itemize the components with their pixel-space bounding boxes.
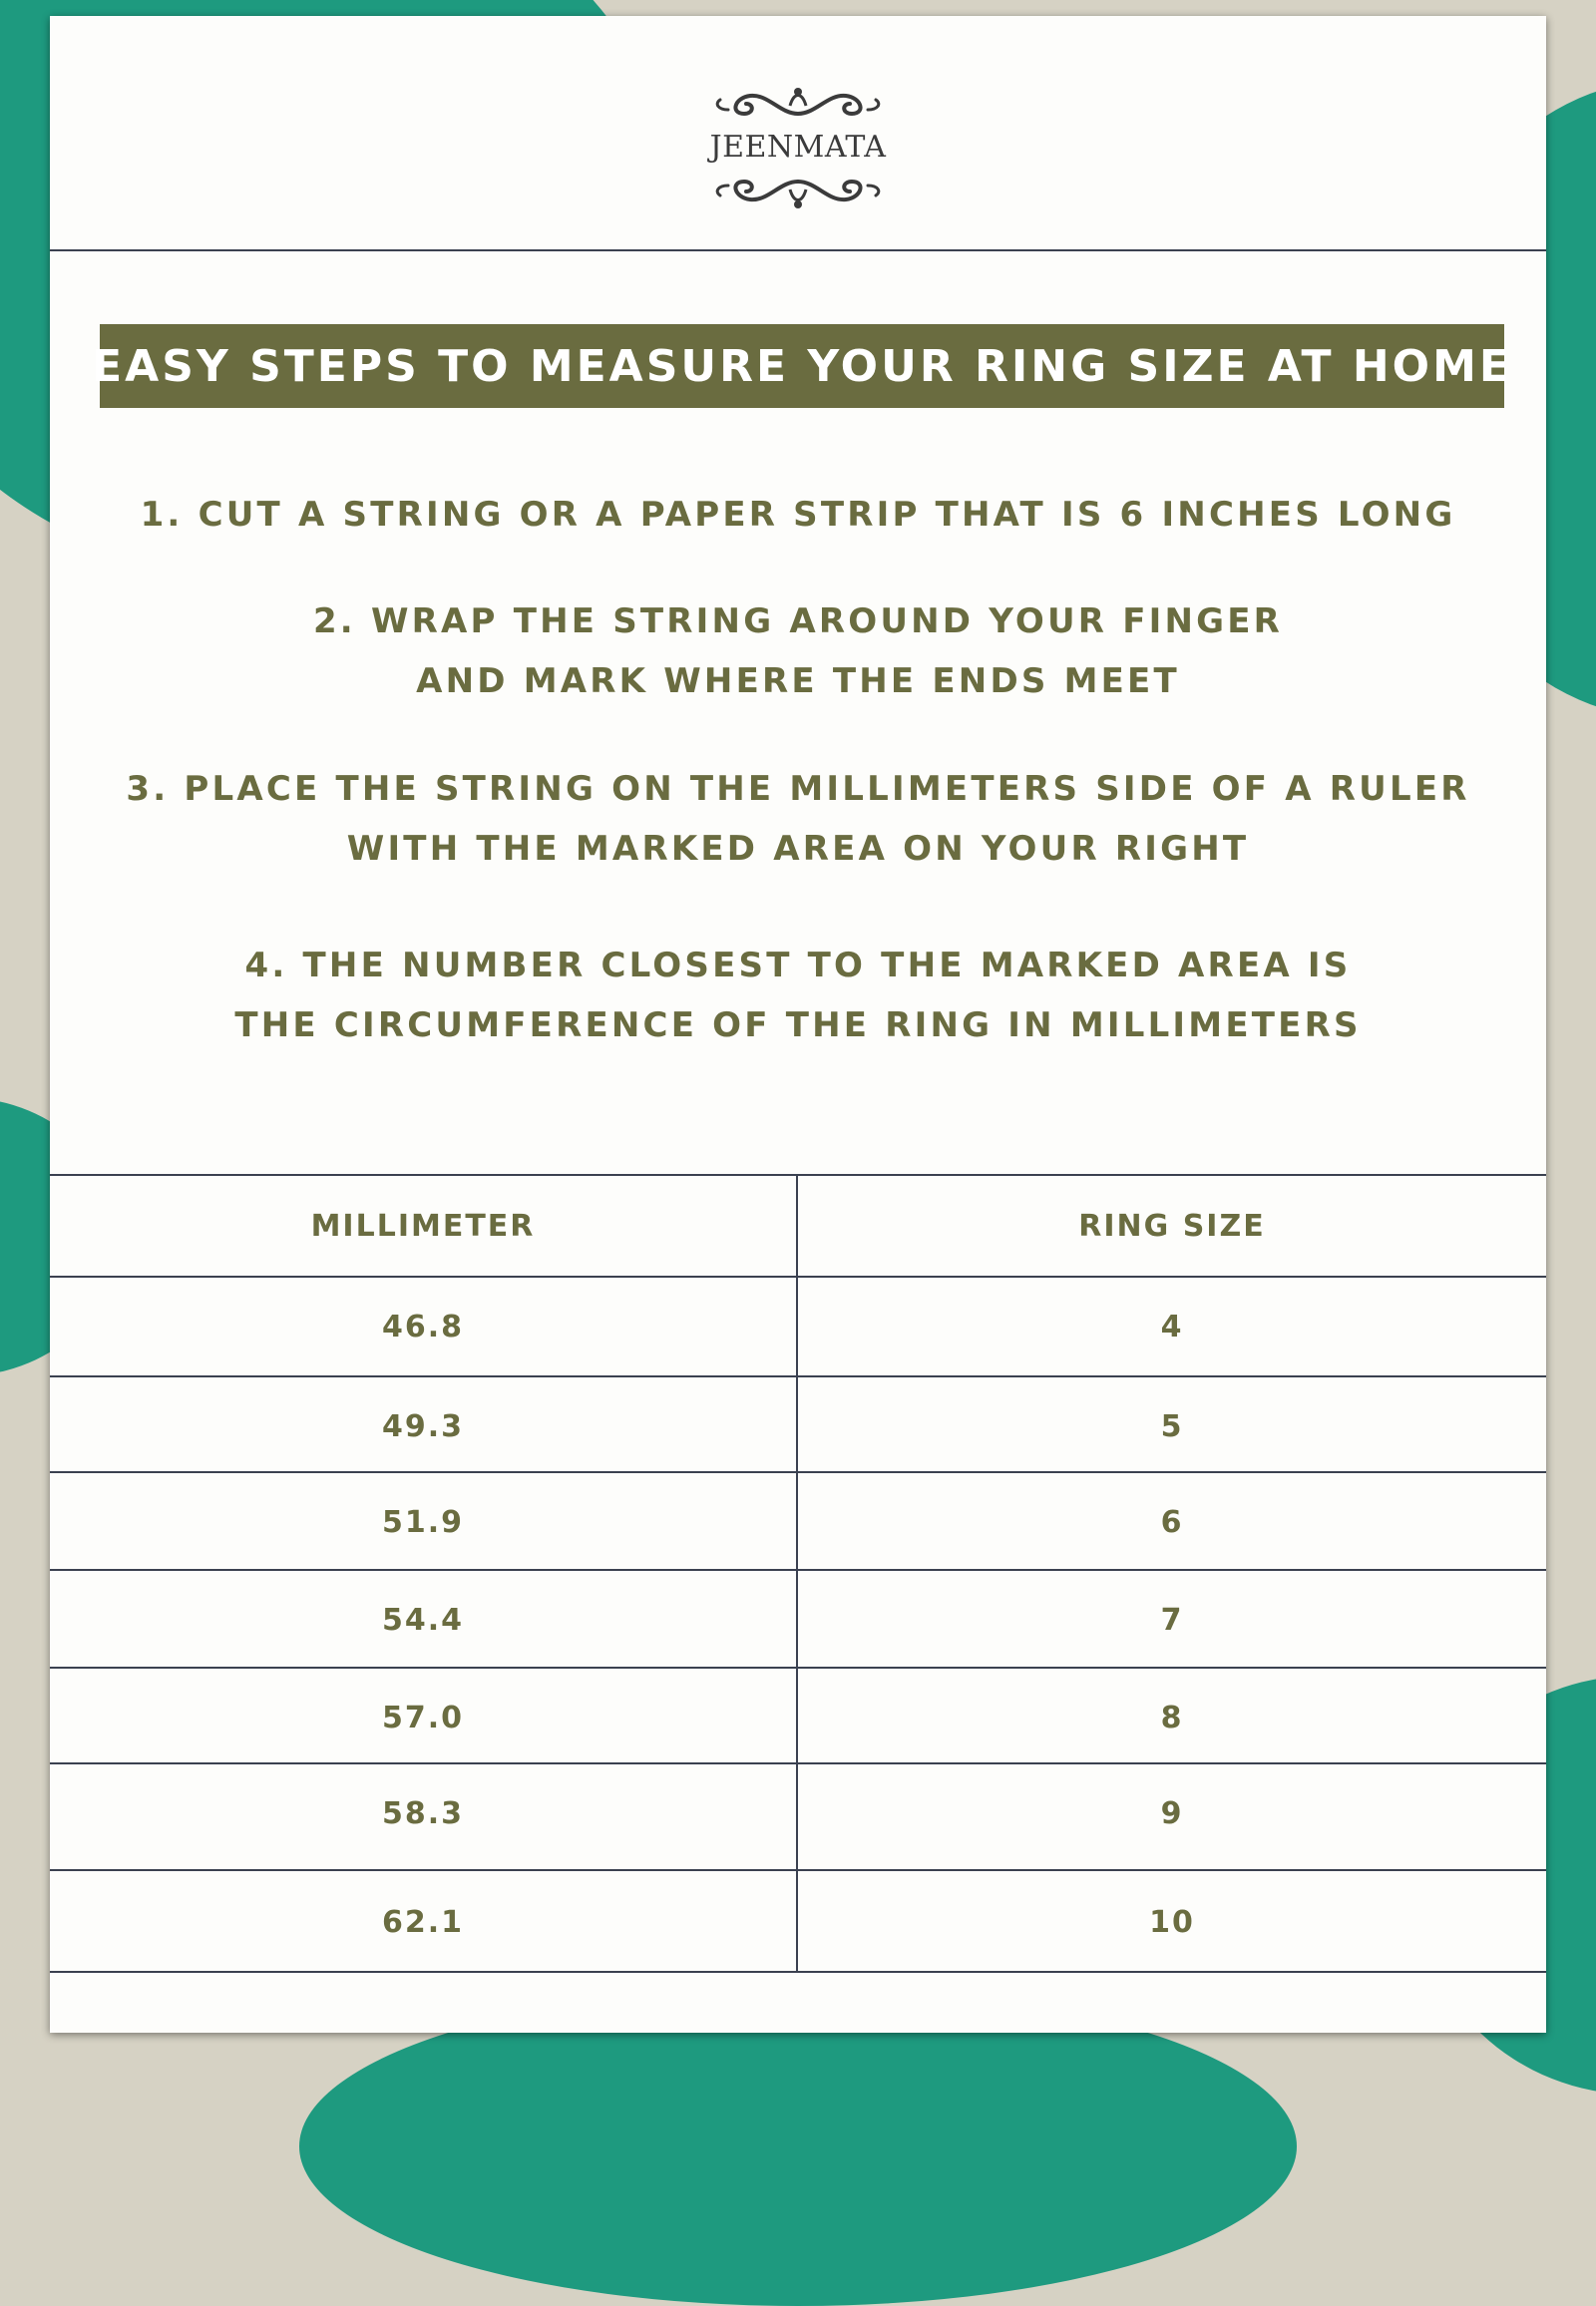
step-line: THE CIRCUMFERENCE OF THE RING IN MILLIMETERS (234, 1005, 1362, 1045)
step-4 (50, 936, 1546, 1055)
ring-size-cell: 9 (1160, 1795, 1184, 1831)
ornamental-flourish-icon (710, 84, 886, 124)
ring-size-cell: 6 (1160, 1504, 1184, 1540)
table-row (50, 1569, 1546, 1669)
step-line: WITH THE MARKED AREA ON YOUR RIGHT (346, 829, 1250, 869)
header-divider (50, 249, 1546, 251)
table-header-row (50, 1174, 1546, 1276)
millimeter-cell: 49.3 (381, 1408, 465, 1444)
table-row (50, 1276, 1546, 1375)
ring-size-cell: 5 (1160, 1408, 1184, 1444)
ring-size-cell: 8 (1160, 1700, 1184, 1735)
millimeter-cell: 51.9 (381, 1504, 465, 1540)
table-row (50, 1471, 1546, 1571)
step-line: 1. CUT A STRING OR A PAPER STRIP THAT IS 6 INCHES LONG (140, 495, 1456, 535)
header-millimeter: MILLIMETER (310, 1208, 536, 1244)
header-ring-size: RING SIZE (1078, 1208, 1266, 1244)
millimeter-cell: 62.1 (381, 1904, 465, 1940)
brand-logo (698, 76, 898, 215)
step-line: 3. PLACE THE STRING ON THE MILLIMETERS SIDE OF A RULER (126, 769, 1470, 809)
step-line: 2. WRAP THE STRING AROUND YOUR FINGER (312, 601, 1284, 641)
step-3 (50, 759, 1546, 879)
table-row (50, 1667, 1546, 1766)
banner-title: EASY STEPS TO MEASURE YOUR RING SIZE AT HOME (92, 340, 1512, 392)
table-row (50, 1375, 1546, 1475)
ornamental-flourish-icon (710, 172, 886, 211)
ring-size-card (50, 16, 1546, 2033)
header (50, 16, 1546, 249)
ring-size-cell: 10 (1149, 1904, 1195, 1940)
decorative-teal-blob (299, 1987, 1297, 2306)
brand-name: JEENMATA (709, 130, 887, 165)
table-row (50, 1869, 1546, 1973)
millimeter-cell: 46.8 (381, 1309, 465, 1345)
millimeter-cell: 57.0 (381, 1700, 465, 1735)
step-line: AND MARK WHERE THE ENDS MEET (416, 661, 1180, 701)
table-row (50, 1762, 1546, 1862)
title-banner (92, 324, 1512, 408)
ring-size-cell: 7 (1160, 1602, 1184, 1638)
step-2 (50, 591, 1546, 711)
step-1 (50, 485, 1546, 545)
table-bottom-rule (50, 1971, 1546, 1973)
millimeter-cell: 54.4 (381, 1602, 465, 1638)
millimeter-cell: 58.3 (381, 1795, 465, 1831)
ring-size-cell: 4 (1160, 1309, 1184, 1345)
step-line: 4. THE NUMBER CLOSEST TO THE MARKED AREA IS (244, 946, 1352, 985)
